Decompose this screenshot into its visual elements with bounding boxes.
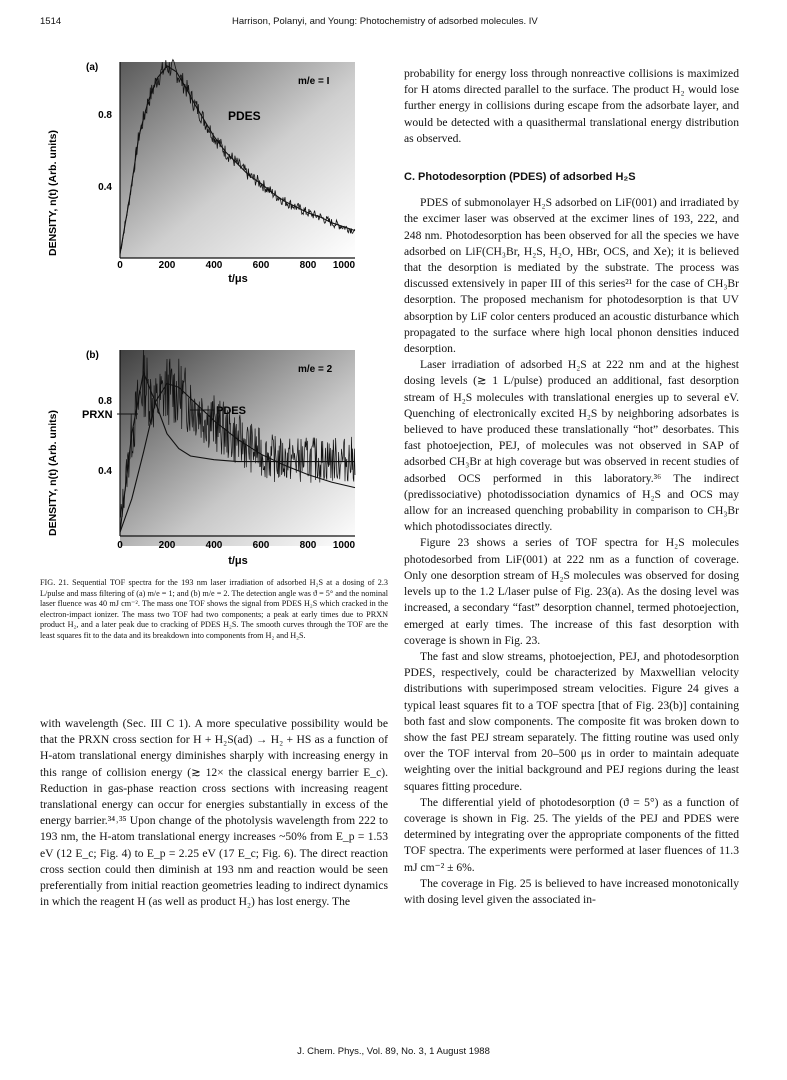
trace-label-pdes: PDES: [228, 109, 261, 123]
right-column-text: [404, 66, 739, 908]
panel-label: (b): [86, 350, 99, 361]
x-tick-label: 0: [117, 260, 123, 271]
x-tick-label: 1000: [332, 260, 356, 271]
x-tick-label: 200: [158, 260, 176, 271]
paragraph: Laser irradiation of adsorbed H₂S at 222 nm and at the highest dosing levels (≳ 1 L/pulse) produced an additional, fast desorption stream of H₂S molecules with translational energies up to several eV. Quenching of electronically excited H₂S by neighboring adsorbates is believed to have produced these translationally “hot” desorbates. This fast photoejection, PEJ, of molecules was not observed in SAP of adsorbed CH₃Br at high coverage but was observed in recent studies of adsorbed OCS performed in this laboratory.³⁶ The indirect (predissociative) photodissociation dynamics of H₂S and OCS may allow for an increased quenching probability in comparison to CH₃Br which photodissociates directly.: [404, 358, 739, 534]
figure-caption: FIG. 21. Sequential TOF spectra for the 193 nm laser irradiation of adsorbed H₂S at a dosing of 2.3 L/pulse and mass filtering of (a) m/e = 1; and (b) m/e = 2. The detection angle was ϑ = 5° and the nominal laser fluence was 40 mJ cm⁻². The mass one TOF shows the signal from PDES H₂S which cracked in the electron-impact ionizer. The mass two TOF had two components; a peak at early times due to PRXN product H₂, and a later peak due to cracking of PDES H₂S. The smooth curves through the TOF are the least squares fit to the data and its breakdown into components from H₂ and H₂S.: [40, 578, 388, 640]
series-label: m/e = 2: [298, 364, 333, 375]
figure-21b: [40, 340, 388, 565]
x-tick-label: 800: [299, 540, 317, 551]
x-tick-label: 600: [252, 260, 270, 271]
paragraph: Figure 23 shows a series of TOF spectra for H₂S molecules photodesorbed from LiF(001) at 222 nm as a function of coverage. Only one desorption stream of H₂S molecules was observed for dosing levels up to the 1.2 L/laser pulse of Fig. 23(a). As the dosing level was increased, a secondary “fast” desorption channel, termed photoejection, emerged at early times. The increase of this fast desorption with coverage is shown in Fig. 23.: [404, 536, 739, 647]
plot-area: [120, 350, 355, 546]
y-tick-label: 0.4: [98, 182, 112, 193]
figure-21a: [40, 52, 388, 285]
paragraph: The coverage in Fig. 25 is believed to have increased monotonically with dosing level given the associated in-: [404, 876, 739, 906]
x-tick-label: 0: [117, 540, 123, 551]
y-axis-label: DENSITY, n(t) (Arb. units): [47, 410, 59, 536]
y-tick-label: 0.8: [98, 110, 112, 121]
page-footer: J. Chem. Phys., Vol. 89, No. 3, 1 August 1988: [297, 1046, 490, 1057]
running-title: Harrison, Polanyi, and Young: Photochemistry of adsorbed molecules. IV: [232, 16, 538, 27]
series-label: m/e = I: [298, 76, 330, 87]
left-column-text: [40, 716, 388, 910]
y-axis-label: DENSITY, n(t) (Arb. units): [47, 130, 59, 256]
x-tick-label: 800: [299, 260, 317, 271]
panel-label: (a): [86, 62, 99, 73]
paragraph: The differential yield of photodesorption (ϑ = 5°) as a function of coverage is shown in Fig. 25. The yields of the PEJ and PDES were determined by integrating over the appropriate components of the fitted TOF spectra. The experiments were performed at laser fluences of 11.3 mJ cm⁻² ± 6%.: [404, 795, 739, 874]
page-number: 1514: [40, 16, 62, 27]
trace-label-prxn: PRXN: [82, 409, 113, 421]
paragraph: probability for energy loss through nonreactive collisions is maximized for H atoms directed parallel to the surface. The product H₂ would lose further energy in collisions during escape from the adsorbate layer, and would be detected with a quasithermal translational energy distribution as observed.: [404, 67, 739, 145]
page-header: [0, 16, 787, 32]
x-tick-label: 200: [158, 540, 176, 551]
paragraph: with wavelength (Sec. III C 1). A more speculative possibility would be that the PRXN cross section for H + H₂S(ad) → H₂ + HS as a function of H-atom translational energy diminishes sharply with increasing energy in this range of collision energy (≳ 12× the classical energy barrier E_c). Reduction in gas-phase reaction cross sections with increasing reagent translational energy can occur for energies substantially in excess of the energy barrier.³⁴˒³⁵ Upon change of the photolysis wavelength from 222 to 193 nm, the H-atom translational energy increases ~50% from E_p = 1.53 eV (12 E_c; Fig. 4) to E_p = 2.25 eV (17 E_c; Fig. 6). The direct reaction cross section could then diminish at 193 nm and reaction would be seen preferentially from initial reaction geometries leading to indirect dynamics in which the reagent H (as well as product H₂) has lost energy. The: [40, 717, 388, 909]
y-tick-label: 0.8: [98, 396, 112, 407]
x-tick-label: 1000: [332, 540, 356, 551]
paragraph: PDES of submonolayer H₂S adsorbed on LiF(001) and irradiated by the excimer laser was observed at the excimer lines of 193, 222, and 248 nm. Photodesorption has been observed for all the species we have adsorbed on LiF(CH₃Br, H₂S, H₂O, HBr, OCS, and Xe); it is believed that the desorption is mediated by the substrate. The process was discussed extensively in paper III of this series²¹ for the case of CH₃Br desorption. The proposed mechanism for photodesorption is that UV absorption by LiF color centers produced an acoustic disturbance which propagated to the surface where high local phonon densities induced desorption.: [404, 196, 739, 356]
x-axis-label: t/μs: [228, 273, 248, 285]
paragraph: The fast and slow streams, photoejection, PEJ, and photodesorption PDES, respectively, could be characterized by Maxwellian velocity distributions with superimposed stream velocities. Figure 24 gives a typical least squares fit to a TOF spectra [that of Fig. 23(b)] containing both fast and slow components. The composite fit was broken down to show the fast PEJ stream separately. The fitting routine was used only over the TOF interval from 20–500 μs in order to maintain adequate weighting over the initial background and PEJ regions during the least squares fitting procedure.: [404, 649, 739, 793]
x-tick-label: 400: [205, 540, 223, 551]
x-tick-label: 600: [252, 540, 270, 551]
x-tick-label: 400: [205, 260, 223, 271]
y-tick-label: 0.4: [98, 466, 112, 477]
section-heading: C. Photodesorption (PDES) of adsorbed H₂S: [404, 171, 636, 184]
trace-label-pdes: PDES: [216, 405, 246, 417]
x-axis-label: t/μs: [228, 555, 248, 567]
